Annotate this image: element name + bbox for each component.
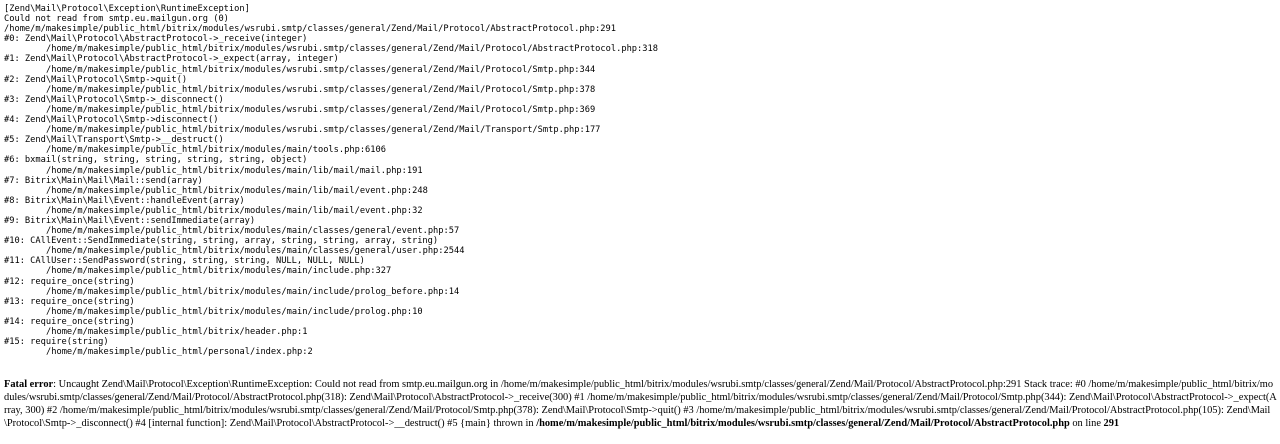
fatal-error-on-line: on line [1069,418,1104,429]
fatal-error-label: Fatal error [4,379,54,390]
fatal-error-text: : Uncaught Zend\Mail\Protocol\Exception\RuntimeException: Could not read from smtp.eu.mailgun.org in /home/m/makesimple/public_html/bitrix/modules/wsrubi.smtp/classes/general/Zend/Mail/Protocol/AbstractProtocol.php:291 Stack trace: #0 /home/m/makesimple/public_html/bitrix/modules/wsrubi.smtp/classes/general/Zend/Mail/Protocol/AbstractProtocol.php(318): Zend\Mail\Protocol\AbstractProtocol->_receive(300) #1 /home/m/makesimple/public_html/bitrix/modules/wsrubi.smtp/classes/general/Zend/Mail/Protocol/Smtp.php(344): Zend\Mail\Protocol\AbstractProtocol->_expect(Array, 300) #2 /home/m/makesimple/public_html/bitrix/modules/wsrubi.smtp/classes/general/Zend/Mail/Protocol/Smtp.php(378): Zend\Mail\Protocol\Smtp->quit() #3 /home/m/makesimple/public_html/bitrix/modules/wsrubi.smtp/classes/general/Zend/Mail/Protocol/AbstractProtocol.php(105): Zend\Mail\Protocol\Smtp->_disconnect() #4 [internal function]: Zend\Mail\Protocol\AbstractProtocol->__destruct() #5 {main} thrown in [4,379,1277,429]
trace-file-line: /home/m/makesimple/public_html/bitrix/modules/wsrubi.smtp/classes/general/Zend/Mail/Protocol/Smtp.php:369 [46,104,596,115]
trace-frame-line: #11: CAllUser::SendPassword(string, string, string, NULL, NULL, NULL) [4,256,365,267]
trace-file-line: /home/m/makesimple/public_html/bitrix/modules/main/include.php:327 [46,266,392,277]
trace-frame-line: [Zend\Mail\Protocol\Exception\RuntimeException] [4,4,250,14]
trace-frame-line: #1: Zend\Mail\Protocol\AbstractProtocol->_expect(array, integer) [4,54,339,65]
trace-frame-line: #6: bxmail(string, string, string, string, string, object) [4,155,308,166]
trace-frame-line: #14: require_once(string) [4,316,135,327]
trace-file-line: /home/m/makesimple/public_html/bitrix/modules/wsrubi.smtp/classes/general/Zend/Mail/Protocol/Smtp.php:344 [46,64,596,75]
exception-trace [4,4,1276,357]
trace-frame-line: #15: require(string) [4,337,109,348]
trace-file-line: /home/m/makesimple/public_html/bitrix/header.php:1 [46,327,308,337]
trace-frame-line: #9: Bitrix\Main\Mail\Event::sendImmediate(array) [4,215,256,226]
trace-file-line: /home/m/makesimple/public_html/bitrix/modules/main/tools.php:6106 [46,145,386,156]
fatal-error-file: /home/m/makesimple/public_html/bitrix/modules/wsrubi.smtp/classes/general/Zend/Mail/Protocol/AbstractProtocol.php [536,418,1070,429]
trace-file-line: /home/m/makesimple/public_html/bitrix/modules/main/include/prolog.php:10 [46,306,423,317]
trace-frame-line: #7: Bitrix\Main\Mail\Mail::send(array) [4,175,203,186]
trace-frame-line: /home/m/makesimple/public_html/bitrix/modules/wsrubi.smtp/classes/general/Zend/Mail/Protocol/AbstractProtocol.php:291 [4,24,616,35]
trace-file-line: /home/m/makesimple/public_html/bitrix/modules/main/include/prolog_before.php:14 [46,286,460,297]
trace-file-line: /home/m/makesimple/public_html/bitrix/modules/wsrubi.smtp/classes/general/Zend/Mail/Protocol/Smtp.php:378 [46,84,596,95]
fatal-error-line-number: 291 [1103,418,1120,429]
trace-frame-line: #12: require_once(string) [4,276,135,287]
trace-file-line: /home/m/makesimple/public_html/personal/index.php:2 [46,347,313,358]
trace-frame-line: Could not read from smtp.eu.mailgun.org (0) [4,14,229,25]
trace-frame-line: #13: require_once(string) [4,296,135,307]
trace-file-line: /home/m/makesimple/public_html/bitrix/modules/main/lib/mail/event.php:32 [46,205,423,216]
trace-frame-line: #8: Bitrix\Main\Mail\Event::handleEvent(array) [4,195,245,206]
trace-file-line: /home/m/makesimple/public_html/bitrix/modules/wsrubi.smtp/classes/general/Zend/Mail/Protocol/AbstractProtocol.php:318 [46,44,658,55]
trace-frame-line: #10: CAllEvent::SendImmediate(string, string, array, string, string, array, string) [4,236,439,247]
trace-frame-line: #0: Zend\Mail\Protocol\AbstractProtocol->_receive(integer) [4,34,308,45]
trace-file-line: /home/m/makesimple/public_html/bitrix/modules/main/lib/mail/mail.php:191 [46,165,423,176]
trace-frame-line: #4: Zend\Mail\Protocol\Smtp->disconnect() [4,115,219,126]
trace-frame-line: #2: Zend\Mail\Protocol\Smtp->quit() [4,74,188,85]
trace-frame-line: #5: Zend\Mail\Transport\Smtp->__destruct() [4,135,224,146]
trace-frame-line: #3: Zend\Mail\Protocol\Smtp->_disconnect() [4,94,224,105]
trace-file-line: /home/m/makesimple/public_html/bitrix/modules/main/lib/mail/event.php:248 [46,185,428,196]
trace-file-line: /home/m/makesimple/public_html/bitrix/modules/main/classes/general/user.php:2544 [46,246,465,257]
fatal-error-message [4,378,1278,430]
trace-file-line: /home/m/makesimple/public_html/bitrix/modules/main/classes/general/event.php:57 [46,226,460,237]
trace-file-line: /home/m/makesimple/public_html/bitrix/modules/wsrubi.smtp/classes/general/Zend/Mail/Transport/Smtp.php:177 [46,125,601,136]
